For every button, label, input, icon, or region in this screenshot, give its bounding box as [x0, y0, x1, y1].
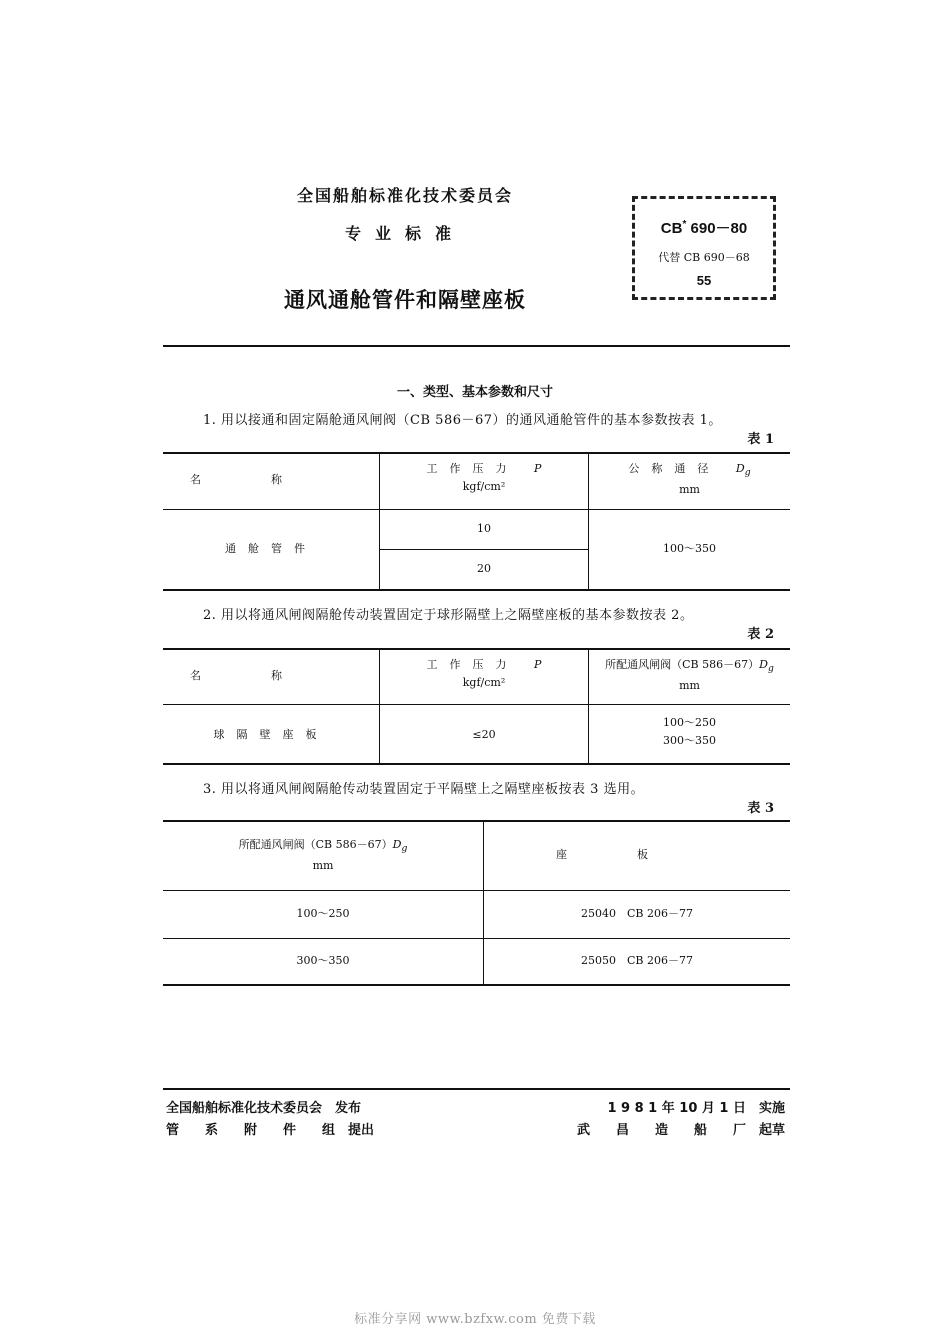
table-1-header-diameter: 公称通径 $D_g$ mm — [628, 462, 751, 496]
table-3-header-diameter: 所配通风闸阀（CB $586-67)D_g$ mm — [238, 838, 408, 872]
watermark: 标准分享网 www.bzfxw.com 免费下载 — [354, 1312, 596, 1327]
footer-drafter: 武 昌 造 船 厂 起草 — [576, 1123, 785, 1138]
table-2-pressure: ≤20 — [472, 728, 496, 741]
replaces-code: 代替 CB 690－68 — [658, 251, 750, 264]
table-rule — [163, 984, 790, 986]
footer-issuer: 全国船舶标准化技术委员会 发布 — [166, 1101, 362, 1116]
table-rule — [163, 763, 790, 765]
table-3-row-1-diameter: 100～250 — [296, 907, 350, 920]
table-rule — [163, 938, 790, 939]
table-rule — [163, 820, 790, 822]
header-divider — [163, 345, 790, 347]
table-1-row-name: 通舱管件 — [225, 542, 317, 555]
table-2-diameters: 100～250 300～350 — [663, 716, 716, 747]
table-rule — [163, 890, 790, 891]
table-1-diameter: 100～350 — [663, 542, 716, 555]
standard-code-box — [632, 196, 776, 300]
table-2-header-diameter: 所配通风闸阀（CB $586-67)D_g$ mm — [605, 658, 774, 692]
document-title: 通风通舱管件和隔壁座板 — [284, 287, 526, 312]
table-rule — [163, 589, 790, 591]
page-number: 55 — [696, 273, 712, 288]
section-heading: 一、类型、基本参数和尺寸 — [396, 385, 553, 400]
table-3-row-2-plate: 25050 CB 206－77 — [581, 954, 693, 967]
footer-effective-date: 1 9 8 1 年 10 月 1 日 实施 — [607, 1101, 785, 1116]
table-3-header-plate: 座板 — [556, 848, 718, 861]
footer-divider — [163, 1088, 790, 1090]
table-3-row-2-diameter: 300～350 — [296, 954, 350, 967]
table-3-row-1-plate: 25040 CB 206－77 — [581, 907, 693, 920]
table-rule — [163, 648, 790, 650]
table-3-caption: 表 3 — [747, 801, 774, 816]
paragraph-3: 3. 用以将通风闸阀隔舱传动装置固定于平隔壁上之隔壁座板按表 3 选用。 — [203, 782, 645, 797]
table-rule — [380, 549, 588, 550]
standard-code: CB* 690－80 — [660, 219, 748, 237]
paragraph-1: 1. 用以接通和固定隔舱通风闸阀（CB 586－67）的通风通舱管件的基本参数按表 1。 — [203, 413, 722, 428]
table-2-header-name: 名称 — [190, 669, 352, 682]
table-rule — [163, 509, 790, 510]
table-1-header-name: 名称 — [190, 473, 352, 486]
standard-type: 专业标准 — [344, 224, 465, 243]
table-2-row-name: 球隔壁座板 — [213, 728, 329, 741]
committee-name: 全国船舶标准化技术委员会 — [296, 186, 513, 205]
table-2-header-pressure: 工作压力 P kgf/cm² — [426, 658, 542, 689]
table-1-pressure-1: 10 — [477, 522, 491, 535]
paragraph-2: 2. 用以将通风闸阀隔舱传动装置固定于球形隔壁上之隔壁座板的基本参数按表 2。 — [203, 608, 694, 623]
footer-proposer: 管 系 附 件 组 提出 — [166, 1123, 375, 1138]
table-1-pressure-2: 20 — [477, 562, 491, 575]
table-2-caption: 表 2 — [747, 627, 774, 642]
table-rule — [163, 452, 790, 454]
table-1-caption: 表 1 — [747, 432, 774, 447]
table-rule — [163, 704, 790, 705]
table-1-header-pressure: 工作压力 P kgf/cm² — [426, 462, 542, 493]
